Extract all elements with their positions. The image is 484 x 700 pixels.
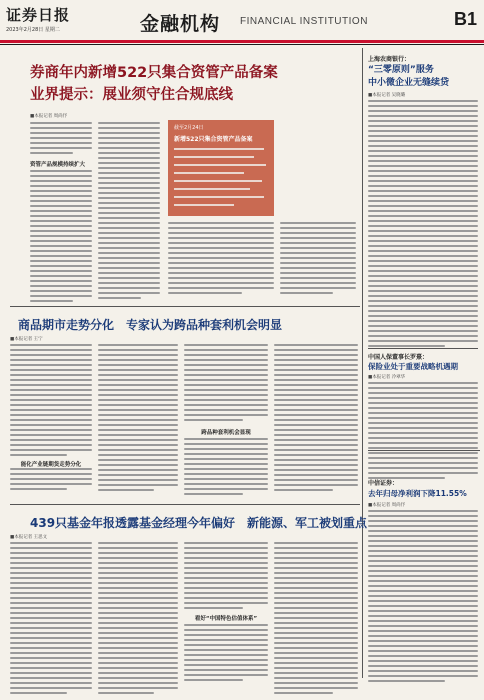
infographic-line [174,204,234,206]
story2-column-2 [98,344,178,494]
lead-infographic [168,120,274,216]
sidebar-bottom-headline: 去年归母净利润下降11.55% [368,489,467,498]
infographic-line [174,180,262,182]
lead-column-4 [280,222,356,297]
sidebar-divider-1 [368,348,478,349]
infographic-line [174,196,264,198]
lead-column-3 [168,222,274,297]
story2-column-1 [10,344,92,459]
sidebar-bottom-byline: ■本报记者 周尚伃 [368,503,406,508]
lead-subhead: 资管产品规模持续扩大 [30,162,86,168]
story3-column-3b [184,624,268,684]
page-number: B1 [453,9,477,29]
story2-headline: 商品期市走势分化 专家认为跨品种套利机会明显 [18,318,283,332]
story2-byline: ■本报记者 王宁 [10,337,43,342]
sidebar-divider-2 [368,450,480,451]
infographic-line [174,164,266,166]
story3-byline: ■本报记者 王思文 [10,535,48,540]
story2-column-4 [274,344,358,494]
infographic-line [174,188,250,190]
infographic-line [174,156,254,158]
masthead [0,0,484,46]
story3-column-1 [10,542,92,697]
lead-column-1 [30,122,92,157]
lead-column-1b [30,170,92,305]
story3-subhead-a: 看好“中国特色估值体系” [194,616,258,622]
sidebar-top-body [368,100,478,350]
sidebar-mid-body [368,382,478,482]
story2-column-3 [184,344,268,424]
sidebar-top-kicker: 上海农商银行： [368,56,411,63]
sidebar [368,48,480,498]
story3-headline: 439只基金年报透露基金经理今年偏好 新能源、军工被划重点 [30,516,368,530]
lead-headline-line2: 业界提示：展业须守住合规底线 [30,87,233,103]
story3-column-4 [274,542,358,697]
story3-column-3 [184,542,268,612]
sidebar-bottom-kicker: 中信证券： [368,480,399,487]
newspaper-logo: 证券日报 [6,6,71,24]
sidebar-bottom-body [368,510,478,685]
sidebar-mid-byline: ■本报记者 冷翠华 [368,375,406,380]
story2-column-3b [184,438,268,498]
sidebar-top-headline-line1: “三零原则”服务 [368,65,434,75]
sidebar-mid-kicker: 中国人保董事长罗熹： [368,354,429,361]
sidebar-top-byline: ■本报记者 吴晓璐 [368,93,406,98]
divider [10,306,360,307]
story3-column-2 [98,542,178,697]
sidebar-mid-headline: 保险业处于重要战略机遇期 [368,362,458,371]
sidebar-top-headline-line2: 中小微企业无缝续贷 [368,78,450,88]
lead-column-2 [98,122,160,302]
infographic-line [174,148,264,150]
lead-headline-line1: 券商年内新增522只集合资管产品备案 [30,65,278,81]
story2-subhead-b: 跨品种套利机会显现 [201,430,251,436]
lead-byline: ■本报记者 周尚伃 [30,114,68,119]
section-title-english: FINANCIAL INSTITUTION [240,16,368,27]
story2-subhead-a: 能化产业链期货走势分化 [20,462,82,468]
divider [10,504,360,505]
sidebar-divider [362,48,363,678]
infographic-title: 截至2月24日 [174,125,204,131]
dateline: 2023年2月28日 星期二 [6,27,60,33]
masthead-rule [0,40,484,43]
lead-headline [30,62,350,106]
infographic-line [174,172,244,174]
infographic-big-text: 新增522只集合资管产品备案 [174,136,253,143]
section-title: 金融机构 [140,13,221,35]
masthead-rule-thin [0,44,484,45]
story2-column-1b [10,468,92,493]
